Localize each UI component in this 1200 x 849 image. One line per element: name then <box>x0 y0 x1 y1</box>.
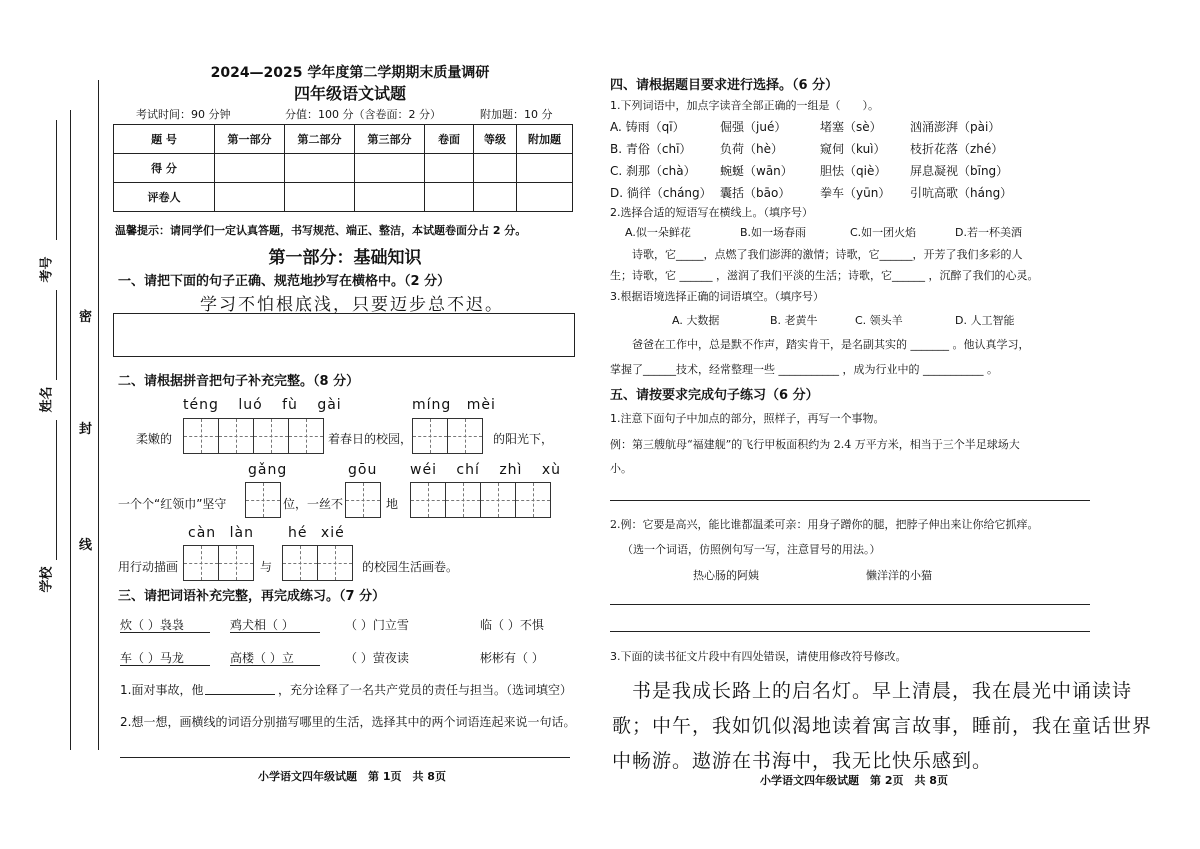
exam-bonus: 附加题：10 分 <box>480 108 553 121</box>
idiom-underline <box>120 632 210 633</box>
passage-line[interactable]: 书是我成长路上的启名灯。早上清晨，我在晨光中诵读诗 <box>632 680 1133 702</box>
idiom-item: 临（ ）不惧 <box>480 618 544 632</box>
q3-passage-line: 掌握了______技术，经常整理一些 ___________ ，成为行业中的 ___________ 。 <box>610 363 998 376</box>
seal-mark-xian: 线 <box>79 538 93 553</box>
q1-writing-box[interactable] <box>113 313 575 357</box>
grader-cell[interactable] <box>215 183 285 212</box>
score-cell[interactable] <box>355 154 425 183</box>
idiom-underline <box>230 665 320 666</box>
q2-passage-line: 生；诗歌，它 ______ ，滋润了我们平淡的生活；诗歌，它______ ，沉醉了我们的心灵。 <box>610 269 1039 282</box>
q3-option: D. 人工智能 <box>955 314 1015 327</box>
page-footer-right: 小学语文四年级试题 第 2页 共 8页 <box>760 774 948 787</box>
grader-row-label: 评卷人 <box>114 183 215 212</box>
exam-subtitle: 四年级语文试题 <box>293 84 406 103</box>
q2-option: B.如一场春雨 <box>740 226 807 239</box>
exam-score: 分值：100 分（含卷面：2 分） <box>285 108 441 121</box>
q2-text: 的校园生活画卷。 <box>362 560 459 574</box>
idiom-item: 车（ ）马龙 <box>120 651 184 665</box>
pinyin-gang: gǎng <box>248 462 288 478</box>
q3-sentence1-end: ，充分诠释了一名共产党员的责任与担当。（选词填空） <box>278 683 573 697</box>
tian-box[interactable] <box>218 418 254 454</box>
idiom-item: 鸡犬相（ ） <box>230 618 294 632</box>
seal-mark-feng: 封 <box>79 422 93 437</box>
q2-option: D.若一杯美酒 <box>955 226 1022 239</box>
tian-box[interactable] <box>245 482 281 518</box>
part5-answer-line[interactable] <box>610 631 1090 632</box>
q3-title: 三、请把词语补充完整，再完成练习。（7 分） <box>118 589 386 604</box>
score-table-header: 第二部分 <box>285 125 355 154</box>
tian-box[interactable] <box>445 482 481 518</box>
idiom-item: 高楼（ ）立 <box>230 651 294 665</box>
tian-box[interactable] <box>317 545 353 581</box>
q3-option: C. 领头羊 <box>855 314 903 327</box>
score-table-header: 题 号 <box>114 125 215 154</box>
score-cell[interactable] <box>215 154 285 183</box>
grader-cell[interactable] <box>474 183 517 212</box>
option-b-1: B. 青俗（chī） <box>610 142 692 156</box>
q2-text: 位，一丝不 <box>283 497 344 511</box>
option-b-2: 负荷（hè） <box>720 142 783 156</box>
pinyin-gou: gōu <box>348 462 378 478</box>
grader-cell[interactable] <box>285 183 355 212</box>
tian-box[interactable] <box>288 418 324 454</box>
pinyin-teng-luo-fu-gai: téng luó fù gài <box>183 397 342 413</box>
q2-passage-line: 诗歌，它_____，点燃了我们澎湃的激情；诗歌，它______，开芳了我们多彩的人 <box>632 248 1023 261</box>
binding-line-right <box>98 80 99 750</box>
idiom-item: （ ）萤夜读 <box>345 651 409 665</box>
exam-title: 2024—2025 学年度第二学期期末质量调研 <box>210 65 490 81</box>
idiom-item: 炊（ ）袅袅 <box>120 618 184 632</box>
name-underline[interactable] <box>56 290 57 380</box>
exam-number-underline[interactable] <box>56 120 57 240</box>
tian-box[interactable] <box>480 482 516 518</box>
grader-row <box>114 183 573 212</box>
tian-box[interactable] <box>183 418 219 454</box>
score-table-header-row <box>114 125 573 154</box>
passage-line[interactable]: 中畅游。遨游在书海中，我无比快乐感到。 <box>612 750 993 772</box>
school-label: 学校 <box>39 566 55 593</box>
part5-answer-line[interactable] <box>610 604 1090 605</box>
tian-box[interactable] <box>412 418 448 454</box>
exam-time: 考试时间：90 分钟 <box>136 108 231 121</box>
q2-title: 二、请根据拼音把句子补充完整。（8 分） <box>118 374 360 389</box>
binding-line-left <box>70 110 71 750</box>
idiom-item: （ ）门立雪 <box>345 618 409 632</box>
part4-q1: 1.下列词语中，加点字读音全部正确的一组是（ ）。 <box>610 99 879 112</box>
option-a-1: A. 铸雨（qī） <box>610 120 685 134</box>
option-d-4: 引吭高歌（háng） <box>910 186 1013 200</box>
q1-title: 一、请把下面的句子正确、规范地抄写在横格中。（2 分） <box>118 274 451 289</box>
tian-box[interactable] <box>282 545 318 581</box>
grader-cell[interactable] <box>425 183 474 212</box>
score-cell[interactable] <box>285 154 355 183</box>
option-c-2: 蜿蜒（wān） <box>720 164 793 178</box>
option-d-2: 囊括（bāo） <box>720 186 791 200</box>
part4-q2: 2.选择合适的短语写在横线上。（填序号） <box>610 206 813 219</box>
score-row-label: 得 分 <box>114 154 215 183</box>
q2-text: 用行动描画 <box>118 560 179 574</box>
part5-q2-note: （选一个词语，仿照例句写一写，注意冒号的用法。） <box>622 543 881 556</box>
score-cell[interactable] <box>425 154 474 183</box>
score-table-header: 第三部分 <box>355 125 425 154</box>
exam-number-label: 考号 <box>39 256 55 283</box>
part5-q1-example: 例：第三艘航母“福建舰”的飞行甲板面积约为 2.4 万平方米，相当于三个半足球场大 <box>610 438 1020 451</box>
part1-title: 第一部分：基础知识 <box>268 248 422 268</box>
option-b-3: 窥伺（kuì） <box>820 142 886 156</box>
score-table-header: 附加题 <box>517 125 573 154</box>
part4-title: 四、请根据题目要求进行选择。（6 分） <box>610 78 839 93</box>
part5-q1-example-end: 小。 <box>610 462 632 475</box>
q2-text: 一个个“红领巾”坚守 <box>118 497 227 511</box>
part5-title: 五、请按要求完成句子练习（6 分） <box>610 388 819 403</box>
pinyin-ming-mei: míng mèi <box>412 397 496 413</box>
q2-text: 与 <box>260 560 273 574</box>
tian-box[interactable] <box>253 418 289 454</box>
option-c-4: 屏息凝视（bīng） <box>910 164 1009 178</box>
idiom-item: 彬彬有（ ） <box>480 651 544 665</box>
reminder-text: 温馨提示：请同学们一定认真答题，书写规范、端正、整洁，本试题卷面分占 2 分。 <box>115 224 527 237</box>
school-underline[interactable] <box>56 420 57 560</box>
q2-text: 的阳光下， <box>493 432 554 446</box>
tian-box[interactable] <box>183 545 219 581</box>
student-name-label: 姓名 <box>39 386 55 413</box>
tian-box[interactable] <box>410 482 446 518</box>
idiom-underline <box>120 665 210 666</box>
tian-box[interactable] <box>447 418 483 454</box>
option-c-3: 胆怯（qiè） <box>820 164 887 178</box>
q3-option: B. 老黄牛 <box>770 314 818 327</box>
q3-passage-line: 爸爸在工作中，总是默不作声，踏实肯干，是名副其实的 _______ 。他认真学习， <box>632 338 1030 351</box>
q1-sentence: 学习不怕根底浅，只要迈步总不迟。 <box>200 295 504 315</box>
seal-mark-mi: 密 <box>79 310 93 325</box>
option-c-1: C. 刹那（chà） <box>610 164 696 178</box>
score-table <box>113 124 573 212</box>
page-footer-left: 小学语文四年级试题 第 1页 共 8页 <box>258 770 446 783</box>
score-table-header: 第一部分 <box>215 125 285 154</box>
q2-text: 柔嫩的 <box>136 432 173 446</box>
q2-text: 着春日的校园， <box>328 432 413 446</box>
option-a-4: 汹涌澎湃（pài） <box>910 120 1001 134</box>
option-d-3: 拳车（yūn） <box>820 186 891 200</box>
part5-word-option: 懒洋洋的小猫 <box>866 569 932 582</box>
score-table-header: 等级 <box>474 125 517 154</box>
grader-cell[interactable] <box>517 183 573 212</box>
pinyin-he-xie: hé xié <box>288 525 345 541</box>
part5-answer-line[interactable] <box>610 500 1090 501</box>
q3-answer-line[interactable] <box>120 757 570 758</box>
part5-q2: 2.例：它要是高兴，能比谁都温柔可亲：用身子蹭你的腿，把脖子伸出来让你给它抓痒。 <box>610 518 1039 531</box>
q2-text: 地 <box>386 497 399 511</box>
pinyin-wei-chi-zhi-xu: wéi chí zhì xù <box>410 462 562 478</box>
q3-option: A. 大数据 <box>672 314 720 327</box>
tian-box[interactable] <box>345 482 381 518</box>
q3-answer-line[interactable] <box>205 694 275 695</box>
q2-option: C.如一团火焰 <box>850 226 917 239</box>
part5-q1: 1.注意下面句子中加点的部分，照样子，再写一个事物。 <box>610 412 885 425</box>
part4-q3: 3.根据语境选择正确的词语填空。（填序号） <box>610 290 824 303</box>
idiom-underline <box>230 632 320 633</box>
part5-word-option: 热心肠的阿姨 <box>693 569 759 582</box>
option-a-3: 堵塞（sè） <box>820 120 882 134</box>
tian-box[interactable] <box>218 545 254 581</box>
part5-q3: 3.下面的读书征文片段中有四处错误，请使用修改符号修改。 <box>610 650 907 663</box>
pinyin-can-lan: càn làn <box>188 525 254 541</box>
tian-box[interactable] <box>515 482 551 518</box>
score-table-header: 卷面 <box>425 125 474 154</box>
grader-cell[interactable] <box>355 183 425 212</box>
q2-option: A.似一朵鲜花 <box>625 226 691 239</box>
option-d-1: D. 徜徉（cháng） <box>610 186 712 200</box>
score-cell[interactable] <box>474 154 517 183</box>
option-a-2: 倔强（jué） <box>720 120 787 134</box>
q3-sentence2: 2.想一想，画横线的词语分别描写哪里的生活，选择其中的两个词语连起来说一句话。 <box>120 715 576 729</box>
passage-line[interactable]: 歌；中午，我如饥似渴地读着寓言故事，睡前，我在童话世界 <box>612 715 1153 737</box>
q3-sentence1-start: 1.面对事故，他 <box>120 683 204 697</box>
option-b-4: 枝折花落（zhé） <box>910 142 1004 156</box>
score-row <box>114 154 573 183</box>
score-cell[interactable] <box>517 154 573 183</box>
